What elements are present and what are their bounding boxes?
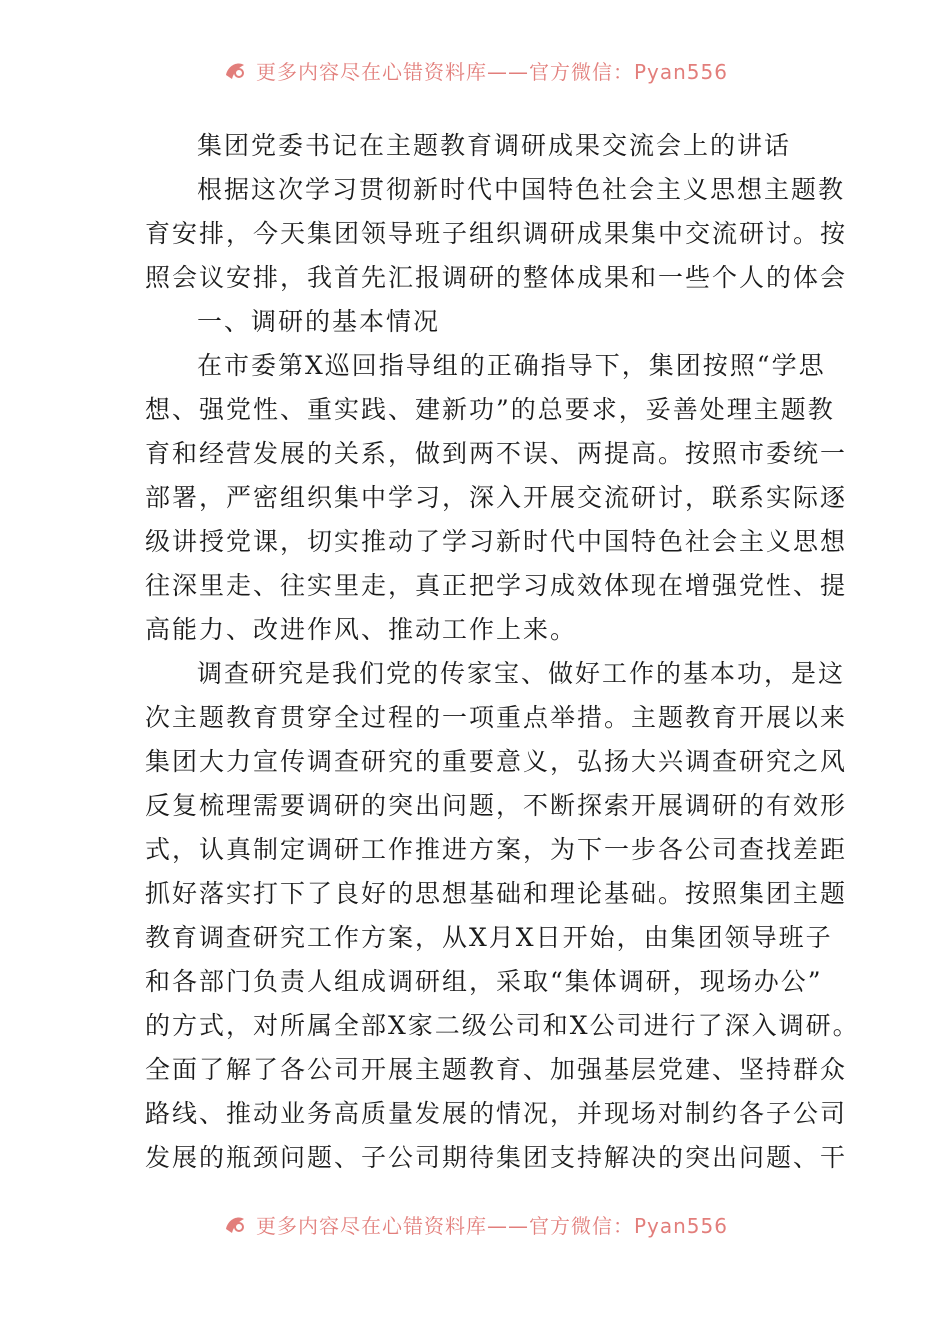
text-line: 级讲授党课，切实推动了学习新时代中国特色社会主义思想 xyxy=(145,527,848,556)
text-line: 反复梳理需要调研的突出问题，不断探索开展调研的有效形 xyxy=(145,791,848,820)
text-line: 式，认真制定调研工作推进方案，为下一步各公司查找差距 xyxy=(145,835,848,864)
text-line: 调查研究是我们党的传家宝、做好工作的基本功，是这 xyxy=(197,659,846,688)
text-line: 路线、推动业务高质量发展的情况，并现场对制约各子公司 xyxy=(145,1099,848,1128)
text-line: 全面了解了各公司开展主题教育、加强基层党建、坚持群众 xyxy=(145,1055,848,1084)
text-line: 一、调研的基本情况 xyxy=(197,307,441,336)
text-line: 次主题教育贯穿全过程的一项重点举措。主题教育开展以来 xyxy=(145,703,848,732)
brand-logo-icon xyxy=(222,1211,248,1237)
text-line: 往深里走、往实里走，真正把学习成效体现在增强党性、提 xyxy=(145,571,848,600)
text-line: 教育调查研究工作方案，从X月X日开始，由集团领导班子 xyxy=(145,923,833,952)
text-line: 想、强党性、重实践、建新功”的总要求，妥善处理主题教 xyxy=(145,395,835,424)
text-line: 根据这次学习贯彻新时代中国特色社会主义思想主题教 xyxy=(197,175,846,204)
brand-logo-icon xyxy=(222,57,248,83)
document-title: 集团党委书记在主题教育调研成果交流会上的讲话 xyxy=(197,131,792,160)
text-line: 和各部门负责人组成调研组，采取“集体调研，现场办公” xyxy=(145,967,823,996)
text-line: 集团大力宣传调查研究的重要意义，弘扬大兴调查研究之风 xyxy=(145,747,848,776)
text-line: 育安排，今天集团领导班子组织调研成果集中交流研讨。按 xyxy=(145,219,848,248)
footer-watermark xyxy=(0,1204,950,1244)
text-line: 在市委第X巡回指导组的正确指导下，集团按照“学思 xyxy=(197,351,826,380)
text-line: 抓好落实打下了良好的思想基础和理论基础。按照集团主题 xyxy=(145,879,848,908)
text-line: 部署，严密组织集中学习，深入开展交流研讨，联系实际逐 xyxy=(145,483,848,512)
footer-watermark-text: 更多内容尽在心错资料库——官方微信：Pyan556 xyxy=(255,1213,728,1238)
text-line: 育和经营发展的关系，做到两不误、两提高。按照市委统一 xyxy=(145,439,848,468)
document-body xyxy=(145,124,860,1180)
text-line: 高能力、改进作风、推动工作上来。 xyxy=(145,615,578,644)
header-watermark xyxy=(0,50,950,90)
text-line: 发展的瓶颈问题、子公司期待集团支持解决的突出问题、干 xyxy=(145,1143,848,1172)
text-line: 照会议安排，我首先汇报调研的整体成果和一些个人的体会 xyxy=(145,263,848,292)
header-watermark-text: 更多内容尽在心错资料库——官方微信：Pyan556 xyxy=(255,59,728,84)
text-line: 的方式，对所属全部X家二级公司和X公司进行了深入调研。 xyxy=(145,1011,860,1040)
